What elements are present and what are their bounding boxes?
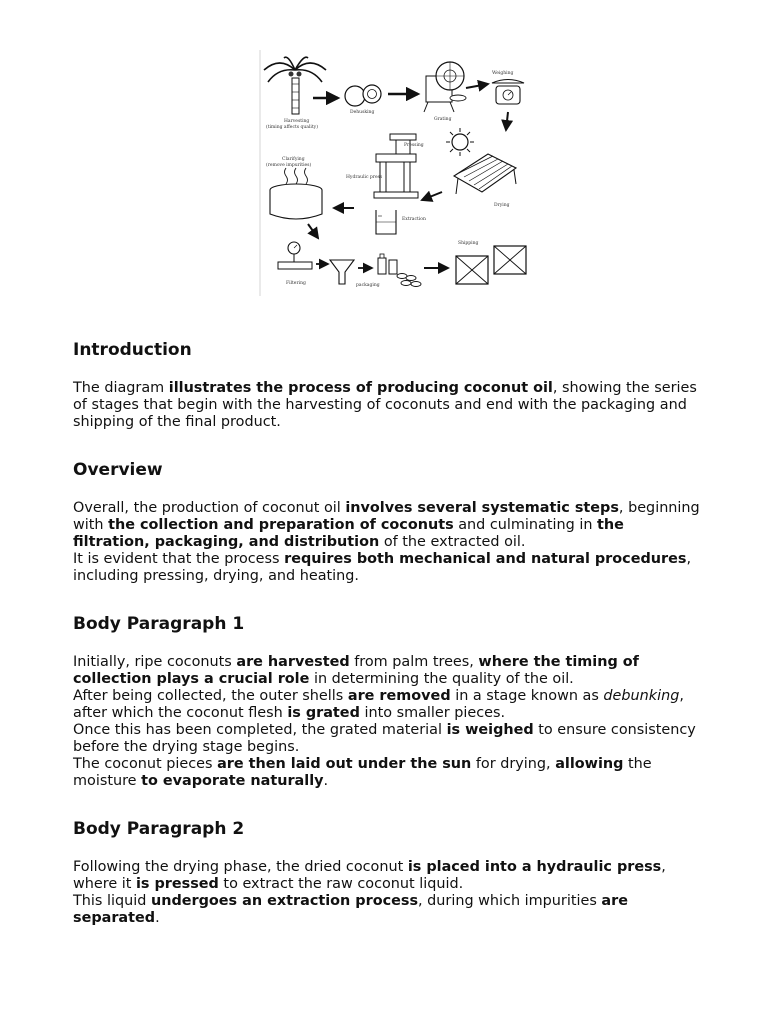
body-paragraph: [73, 500, 703, 551]
text-run: After being collected, the outer shells: [73, 688, 348, 704]
process-diagram: [258, 50, 538, 298]
text-run: , showing the series of stages that begin with the harvesting of coconuts and end with the packaging and shipping of the final product.: [73, 380, 697, 430]
text-run: to extract the raw coconut liquid.: [218, 876, 464, 892]
bold-text: the collection and preparation of coconuts: [108, 517, 454, 533]
weighing-scale-icon: [492, 80, 524, 105]
text-run: for drying,: [471, 756, 556, 772]
text-run: Once this has been completed, the grated material: [73, 722, 447, 738]
text-run: into smaller pieces.: [359, 705, 506, 721]
process-diagram-svg: [258, 50, 538, 298]
label-hydraulic-press: Hydraulic press: [346, 175, 383, 180]
label-filtering: Filtering: [286, 281, 306, 286]
body-paragraph: [73, 756, 703, 790]
bold-text: involves several systematic steps: [345, 500, 619, 516]
essay-body: [73, 336, 703, 927]
text-run: to ensure consistency before the drying stage begins.: [73, 722, 696, 755]
label-grating: Grating: [434, 117, 452, 122]
bold-text: allowing: [555, 756, 624, 772]
text-run: The diagram: [73, 380, 169, 396]
text-run: from palm trees,: [349, 654, 479, 670]
body-paragraph: [73, 551, 703, 585]
bold-text: undergoes an extraction process: [150, 893, 419, 909]
text-run: , where it: [73, 859, 666, 892]
text-run: , including pressing, drying, and heating.: [73, 551, 692, 584]
body-paragraph: [73, 688, 703, 722]
text-run: .: [323, 773, 329, 789]
section-heading: Body Paragraph 1: [73, 614, 245, 634]
bold-text: where the timing of collection plays a crucial role: [73, 654, 639, 687]
palm-tree-icon: [264, 57, 326, 114]
section-heading: Body Paragraph 2: [73, 819, 245, 839]
funnel-icon: [330, 260, 354, 284]
grating-machine-icon: [424, 62, 466, 112]
label-extraction: Extraction: [402, 217, 426, 222]
clarifying-tank-icon: [270, 168, 322, 219]
text-run: This liquid: [73, 893, 151, 909]
text-run: of the extracted oil.: [379, 534, 526, 550]
drying-rack-icon: [454, 154, 516, 194]
text-run: , beginning with: [73, 500, 700, 533]
label-weighing: Weighing: [492, 71, 514, 76]
bold-text: are removed: [347, 688, 451, 704]
label-clarifying: Clarifying: [282, 157, 305, 162]
text-run: Initially, ripe coconuts: [73, 654, 237, 670]
coconut-icon: [345, 85, 381, 106]
text-run: in determining the quality of the oil.: [309, 671, 574, 687]
label-harvesting-note: (timing affects quality): [266, 125, 318, 130]
body-paragraph: [73, 654, 703, 688]
section-heading: Introduction: [73, 340, 192, 360]
label-shipping: Shipping: [458, 241, 479, 246]
label-drying: Drying: [494, 203, 510, 208]
bold-text: the filtration, packaging, and distribution: [73, 517, 624, 550]
text-run: the moisture: [73, 756, 652, 789]
label-packaging: packaging: [356, 283, 380, 288]
bold-text: are then laid out under the sun: [217, 756, 472, 772]
bold-text: are separated: [73, 893, 628, 926]
text-run: and culminating in: [453, 517, 598, 533]
text-run: The coconut pieces: [73, 756, 218, 772]
body-paragraph: [73, 859, 703, 893]
bold-text: to evaporate naturally: [141, 773, 324, 789]
bold-text: is grated: [287, 705, 360, 721]
text-run: Following the drying phase, the dried coconut: [73, 859, 408, 875]
text-run: in a stage known as: [450, 688, 604, 704]
body-paragraph: [73, 380, 703, 431]
label-pressing: Pressing: [404, 143, 424, 148]
shipping-crates-icon: [456, 246, 526, 284]
bold-text: are harvested: [236, 654, 350, 670]
text-run: .: [155, 910, 160, 926]
section-heading: Overview: [73, 460, 163, 480]
bold-text: requires both mechanical and natural procedures: [284, 551, 687, 567]
text-run: Overall, the production of coconut oil: [73, 500, 346, 516]
italic-text: debunking: [603, 688, 680, 704]
beaker-icon: [376, 210, 396, 234]
label-dehusking: Dehusking: [350, 110, 375, 115]
filter-gauge-icon: [278, 242, 312, 269]
label-clarifying-note: (remove impurities): [266, 163, 312, 168]
text-run: , after which the coconut flesh: [73, 688, 684, 721]
bold-text: is pressed: [136, 876, 219, 892]
bold-text: illustrates the process of producing coconut oil: [168, 380, 553, 396]
body-paragraph: [73, 722, 703, 756]
bold-text: is weighed: [446, 722, 534, 738]
bold-text: is placed into a hydraulic press: [407, 859, 662, 875]
text-run: It is evident that the process: [73, 551, 285, 567]
text-run: , during which impurities: [418, 893, 602, 909]
label-harvesting: Harvesting: [284, 119, 310, 124]
bottles-icon: [378, 254, 421, 287]
body-paragraph: [73, 893, 703, 927]
sun-icon: [446, 128, 474, 156]
